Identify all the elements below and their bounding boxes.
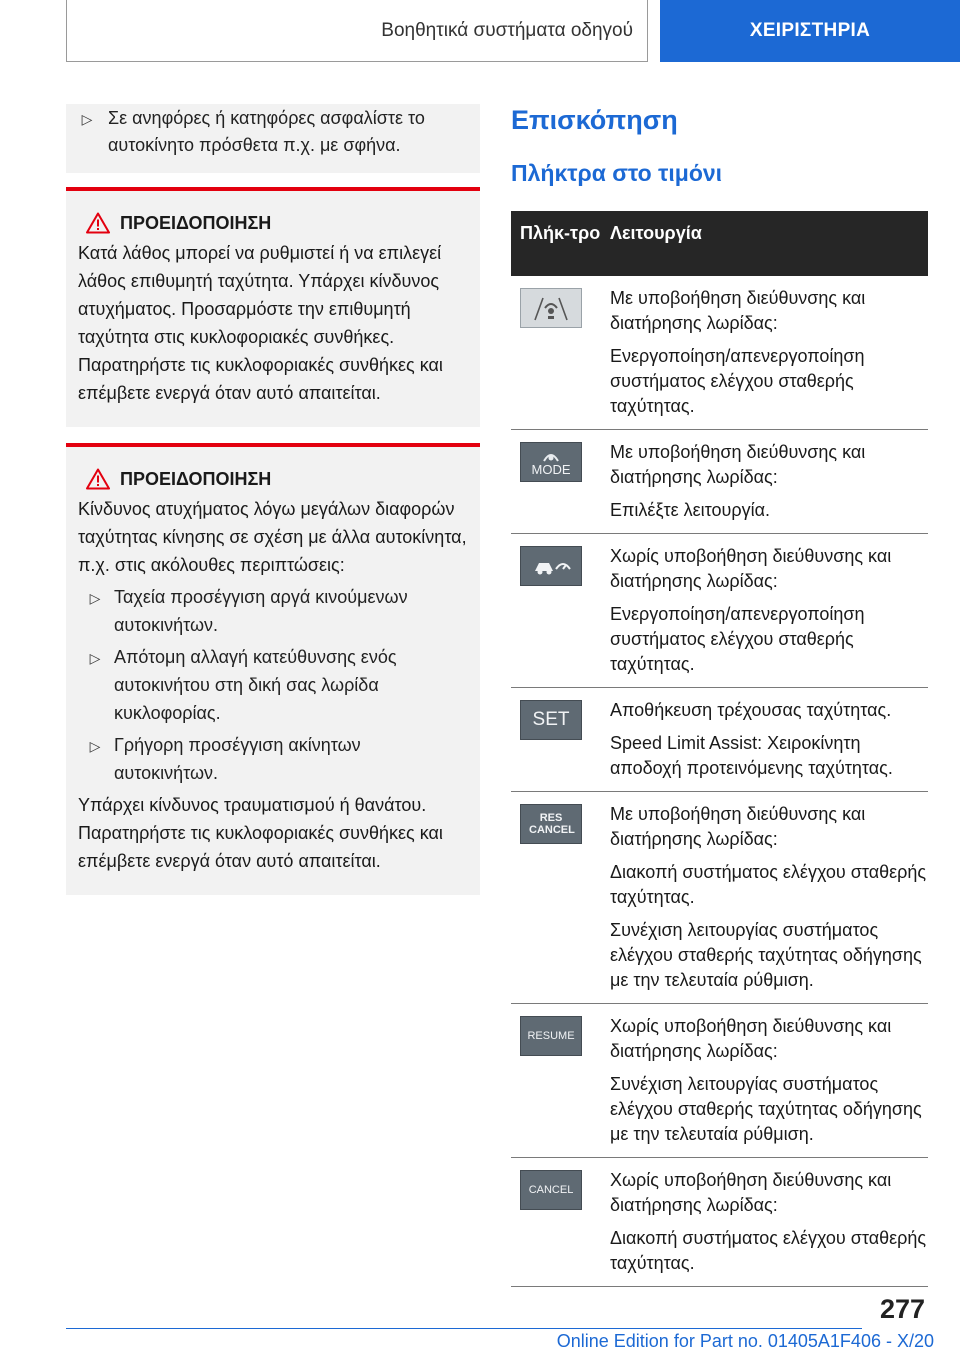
triangle-bullet-icon: ▷: [89, 738, 101, 754]
row-text: Χωρίς υποβοήθηση διεύθυνσης και διατήρησης λωρίδας:: [610, 1016, 892, 1061]
list-item: [76, 731, 470, 787]
warning-title: ΠΡΟΕΙΔΟΠΟΙΗΣΗ: [120, 469, 272, 489]
triangle-bullet-icon: ▷: [81, 111, 93, 127]
cancel-icon: [520, 1170, 582, 1210]
warning-outro: Υπάρχει κίνδυνος τραυματισμού ή θανάτου. Παρατηρήστε τις κυκλοφοριακές συνθήκες και επέμβετε ενεργά όταν αυτό απαιτείται.: [78, 795, 443, 871]
row-text: Επιλέξτε λειτουργία.: [610, 500, 771, 520]
table-row: [511, 1158, 928, 1287]
triangle-bullet-icon: ▷: [89, 590, 101, 606]
right-column: [511, 100, 928, 1287]
table-row: [511, 792, 928, 1004]
row-text: Συνέχιση λειτουργίας συστήματος ελέγχου σταθερής ταχύτητας οδήγησης με την τελευταία ρύθμιση.: [610, 920, 922, 990]
row-text: Ενεργοποίηση/απενεργοποίηση συστήματος ελέγχου σταθερής ταχύτητας.: [610, 346, 865, 416]
warning-title: ΠΡΟΕΙΔΟΠΟΙΗΣΗ: [120, 213, 272, 233]
column-header-key: Πλήκ-τρο: [520, 223, 601, 243]
section-title: Βοηθητικά συστήματα οδηγού: [381, 19, 633, 41]
section-heading: Επισκόπηση: [511, 105, 678, 135]
section-header: [66, 0, 648, 62]
warning-heading: [76, 465, 470, 493]
key-label: SET: [532, 709, 570, 730]
warning-text: Κατά λάθος μπορεί να ρυθμιστεί ή να επιλεγεί λάθος επιθυμητή ταχύτητα. Υπάρχει κίνδυνος ατυχήματος. Προσαρμόστε την επιθυμητή ταχύτητα στις κυκλοφοριακές συνθήκες. Παρατηρήστε τις κυκλοφοριακές συνθήκες και επέμβετε ενεργά όταν αυτό απαιτείται.: [78, 243, 443, 403]
row-text: Χωρίς υποβοήθηση διεύθυνσης και διατήρησης λωρίδας:: [610, 1170, 892, 1215]
triangle-bullet-icon: ▷: [89, 650, 101, 666]
warning-triangle-icon: [76, 468, 120, 490]
table-header: [511, 211, 928, 276]
table-row: [511, 688, 928, 792]
row-text: Διακοπή συστήματος ελέγχου σταθερής ταχύτητας.: [610, 862, 927, 907]
page-number: 277: [880, 1294, 926, 1324]
res-cancel-icon: [520, 804, 582, 844]
list-item-text: Σε ανηφόρες ή κατηφόρες ασφαλίστε το αυτοκίνητο πρόσθετα π.χ. με σφήνα.: [108, 108, 425, 155]
list-item-text: Απότομη αλλαγή κατεύθυνσης ενός αυτοκινήτου στη δική σας λωρίδα κυκλοφορίας.: [114, 647, 397, 723]
set-icon: [520, 700, 582, 740]
key-label: RESUME: [527, 1030, 575, 1042]
footer-divider: [66, 1328, 862, 1329]
key-label: RES CANCEL: [529, 812, 575, 836]
list-item: [66, 105, 480, 159]
list-item-text: Ταχεία προσέγγιση αργά κινούμενων αυτοκινήτων.: [114, 587, 408, 635]
key-label: MODE: [531, 461, 571, 477]
row-text: Συνέχιση λειτουργίας συστήματος ελέγχου σταθερής ταχύτητας οδήγησης με την τελευταία ρύθμιση.: [610, 1074, 922, 1144]
warning-triangle-icon: [76, 212, 120, 234]
table-row: [511, 1004, 928, 1158]
warning-box-2: [66, 443, 480, 895]
row-text: Με υποβοήθηση διεύθυνσης και διατήρησης λωρίδας:: [610, 442, 866, 487]
table-row: [511, 430, 928, 534]
left-column: [66, 104, 480, 895]
row-text: Με υποβοήθηση διεύθυνσης και διατήρησης λωρίδας:: [610, 288, 866, 333]
subsection-heading: Πλήκτρα στο τιμόνι: [511, 160, 723, 186]
row-text: Ενεργοποίηση/απενεργοποίηση συστήματος ελέγχου σταθερής ταχύτητας.: [610, 604, 865, 674]
row-text: Speed Limit Assist: Χειροκίνητη αποδοχή προτεινόμενης ταχύτητας.: [610, 733, 893, 778]
column-header-function: Λειτουργία: [610, 223, 702, 243]
key-label: CANCEL: [528, 1184, 574, 1196]
warning-intro: Κίνδυνος ατυχήματος λόγω μεγάλων διαφορών ταχύτητας κίνησης σε σχέση με άλλα αυτοκίνητα, π.χ. στις ακόλουθες περιπτώσεις:: [78, 499, 467, 575]
securing-note-box: [66, 104, 480, 173]
table-row: [511, 276, 928, 430]
row-text: Με υποβοήθηση διεύθυνσης και διατήρησης λωρίδας:: [610, 804, 866, 849]
row-text: Διακοπή συστήματος ελέγχου σταθερής ταχύτητας.: [610, 1228, 927, 1273]
resume-icon: [520, 1016, 582, 1056]
warning-heading: [76, 209, 470, 237]
list-item: [76, 583, 470, 639]
cruise-control-icon: [520, 546, 582, 586]
row-text: Χωρίς υποβοήθηση διεύθυνσης και διατήρησης λωρίδας:: [610, 546, 892, 591]
list-item-text: Γρήγορη προσέγγιση ακίνητων αυτοκινήτων.: [114, 735, 361, 783]
chapter-tab-label: ΧΕΙΡΙΣΤΗΡΙΑ: [749, 20, 871, 41]
mode-icon: [520, 442, 582, 482]
chapter-tab: [660, 0, 960, 62]
list-item: [76, 643, 470, 727]
table-row: [511, 534, 928, 688]
lane-assist-steering-icon: [520, 288, 582, 328]
warning-box-1: [66, 187, 480, 427]
warning-bullet-list: [76, 583, 470, 787]
edition-note: Online Edition for Part no. 01405A1F406 - X/20: [556, 1331, 934, 1351]
row-text: Αποθήκευση τρέχουσας ταχύτητας.: [610, 700, 892, 720]
